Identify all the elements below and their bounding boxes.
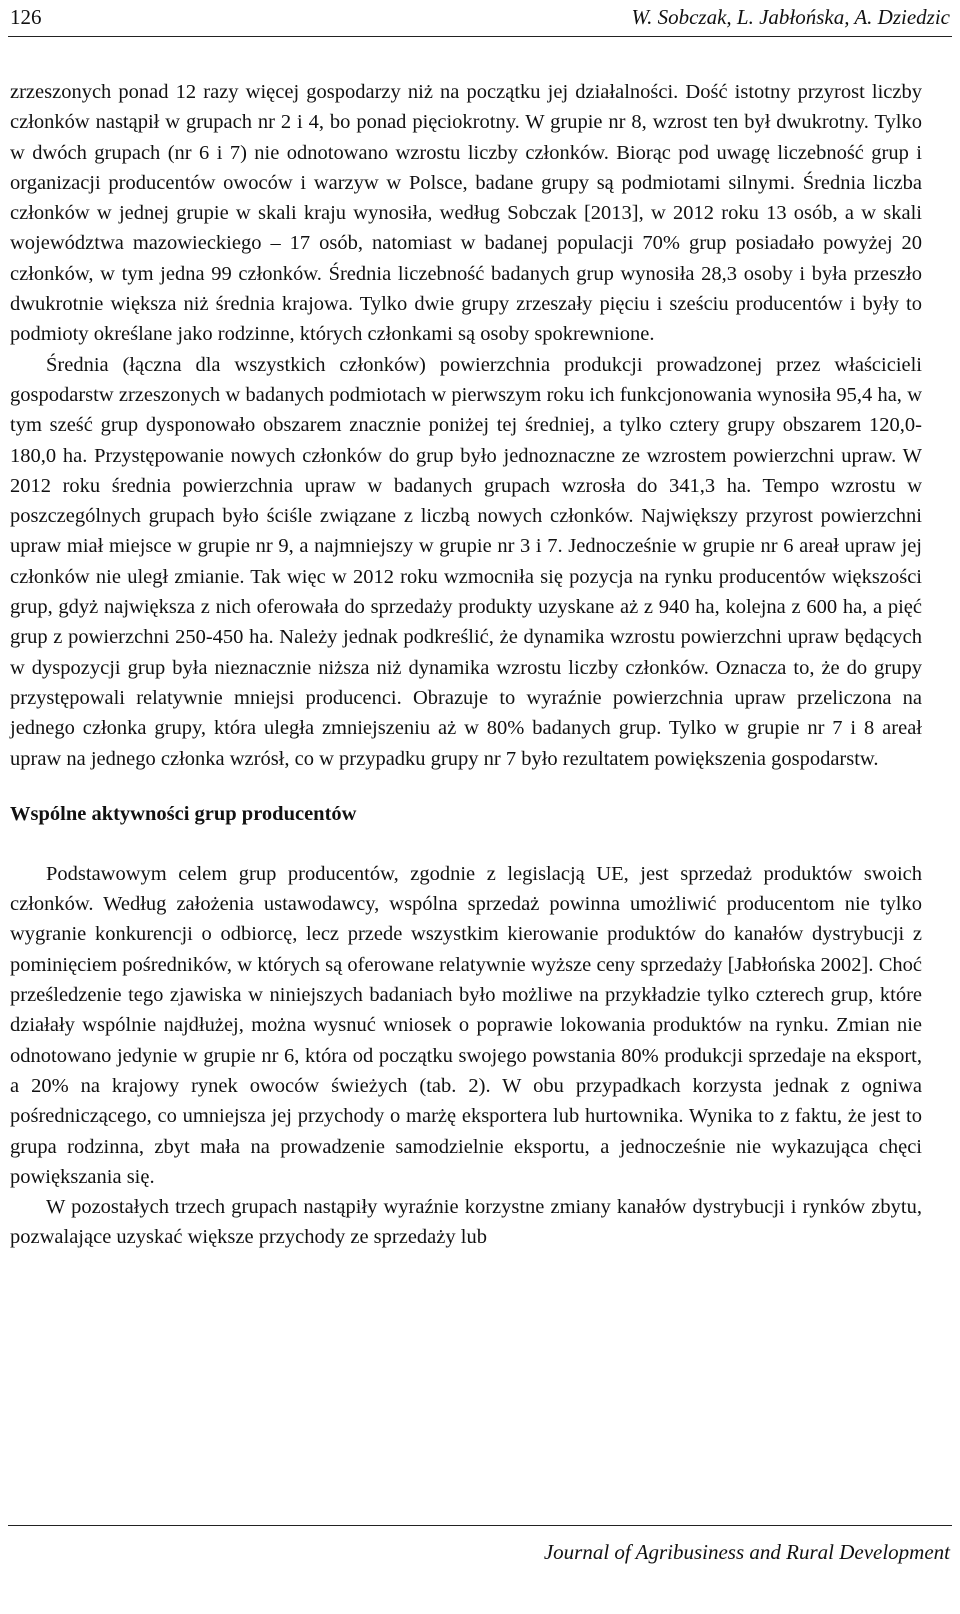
section-heading: Wspólne aktywności grup producentów [10,802,357,825]
header-rule [8,36,952,37]
body-text [10,77,922,1253]
journal-footer: Journal of Agribusiness and Rural Development [543,1540,950,1564]
running-head-authors: W. Sobczak, L. Jabłońska, A. Dziedzic [631,4,950,29]
paragraph-section-2: W pozostałych trzech grupach nastąpiły wyraźnie korzystne zmiany kanałów dystrybucji i rynków zbytu, pozwalające uzyskać większe przychody ze sprzedaży lub [10,1196,922,1249]
page-number: 126 [10,4,42,29]
paragraph-area: Średnia (łączna dla wszystkich członków) powierzchnia produkcji prowadzonej przez właścicieli gospodarstw zrzeszonych w badanych podmiotach w pierwszym roku ich funkcjonowania wynosiła 95,4 ha, w tym sześć grup dysponowało obszarem znacznie poniżej tej średniej, a tylko cztery grupy obszarem 120,0-180,0 ha. Przystępowanie nowych członków do grup było jednoznaczne ze wzrostem powierzchni upraw. W 2012 roku średnia powierzchnia upraw w badanych grupach wzrosła do 341,3 ha. Tempo wzrostu w poszczególnych grupach było ściśle związane z liczbą nowych członków. Największy przyrost powierzchni upraw miał miejsce w grupie nr 9, a najmniejszy w grupie nr 3 i 7. Jednocześnie w grupie nr 6 areał upraw jej członków nie uległ zmianie. Tak więc w 2012 roku wzmocniła się pozycja na rynku producentów większości grup, gdyż największa z nich oferowała do sprzedaży produkty uzyskane aż z 940 ha, kolejna z 600 ha, a pięć grup z powierzchni 250-450 ha. Należy jednak podkreślić, że dynamika wzrostu powierzchni upraw będących w dyspozycji grup była nieznacznie niższa niż dynamika wzrostu liczby członków. Oznacza to, że do grupy przystępowali relatywnie mniejsi producenci. Obrazuje to wyraźnie powierzchnia upraw przeliczona na jednego członka grupy, która uległa zmniejszeniu aż w 80% badanych grup. Tylko w grupie nr 7 i 8 areał upraw na jednego członka wzrósł, co w przypadku grupy nr 7 było rezultatem powiększenia gospodarstw. [10,353,922,770]
paragraph-section-1: Podstawowym celem grup producentów, zgodnie z legislacją UE, jest sprzedaż produktów swoich członków. Według założenia ustawodawcy, wspólna sprzedaż powinna umożliwić producentom nie tylko wygranie konkurencji o odbiorcę, lecz przede wszystkim kierowanie produktów do kanałów dystrybucji z pominięciem pośredników, w których są oferowane relatywnie wyższe ceny sprzedaży [Jabłońska 2002]. Choć prześledzenie tego zjawiska w niniejszych badaniach było możliwe na przykładzie tylko czterech grup, które działały wspólnie najdłużej, można wysnuć wniosek o poprawie lokowania produktów na rynku. Zmian nie odnotowano jedynie w grupie nr 6, która od początku swojego powstania 80% produkcji sprzedaje na eksport, a 20% na krajowy rynek owoców świeżych (tab. 2). W obu przypadkach korzysta jednak z ogniwa pośredniczącego, co umniejsza jej przychody o marżę eksportera lub hurtownika. Wynika to z faktu, że jest to grupa rodzinna, zbyt mała na prowadzenie samodzielnie eksportu, a jednocześnie nie wykazująca chęci powiększania się. [10,862,922,1188]
footer-rule [8,1525,952,1526]
paragraph-continued: zrzeszonych ponad 12 razy więcej gospodarzy niż na początku jej działalności. Dość istotny przyrost liczby członków nastąpił w grupach nr 2 i 4, bo ponad pięciokrotny. W grupie nr 8, wzrost ten był dwukrotny. Tylko w dwóch grupach (nr 6 i 7) nie odnotowano wzrostu liczby członków. Biorąc pod uwagę liczebność grup i organizacji producentów owoców i warzyw w Polsce, badane grupy są podmiotami silnymi. Średnia liczba członków w jednej grupie w skali kraju wynosiła, według Sobczak [2013], w 2012 roku 13 osób, a w skali województwa mazowieckiego – 17 osób, natomiast w badanej populacji 70% grup posiadało powyżej 20 członków, w tym jedna 99 członków. Średnia liczebność badanych grup wynosiła 28,3 osoby i była przeszło dwukrotnie większa niż średnia krajowa. Tylko dwie grupy zrzeszały pięciu i sześciu producentów i były to podmioty określane jako rodzinne, których członkami są osoby spokrewnione. [10,81,922,346]
running-header [10,2,950,32]
